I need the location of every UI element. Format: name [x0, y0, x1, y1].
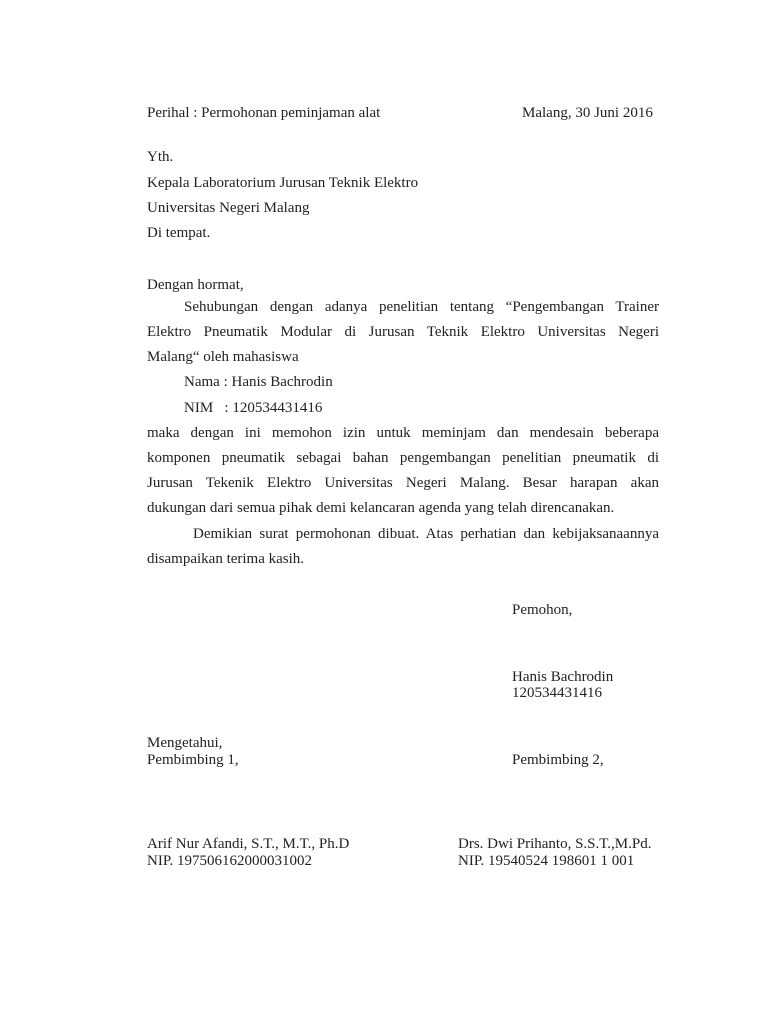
recipient-line: Yth.	[147, 149, 174, 165]
applicant-label: Pemohon,	[512, 602, 573, 618]
closing-line: Demikian surat permohonan dibuat. Atas perhatian dan kebijaksanaannya	[193, 526, 659, 542]
advisor1-label: Pembimbing 1,	[147, 752, 239, 768]
recipient-line: Kepala Laboratorium Jurusan Teknik Elektro	[147, 175, 419, 191]
acknowledged-label: Mengetahui,	[147, 735, 223, 751]
applicant-nim: 120534431416	[512, 685, 602, 701]
paragraph-line: Jurusan Tekenik Elektro Universitas Negeri Malang. Besar harapan akan	[147, 475, 659, 491]
advisor1-nip: NIP. 197506162000031002	[147, 853, 313, 869]
letter-date: Malang, 30 Juni 2016	[522, 105, 653, 121]
paragraph-line: maka dengan ini memohon izin untuk meminjam dan mendesain beberapa	[147, 425, 659, 441]
student-name: Nama : Hanis Bachrodin	[184, 374, 333, 390]
paragraph-line: Malang“ oleh mahasiswa	[147, 349, 299, 365]
closing-line: disampaikan terima kasih.	[147, 551, 305, 567]
advisor2-label: Pembimbing 2,	[512, 752, 604, 768]
subject-line: Perihal : Permohonan peminjaman alat	[147, 105, 381, 121]
greeting: Dengan hormat,	[147, 277, 244, 293]
student-nim: NIM : 120534431416	[184, 400, 323, 416]
recipient-line: Di tempat.	[147, 225, 211, 241]
paragraph-line: komponen pneumatik sebagai bahan pengembangan penelitian pneumatik di	[147, 450, 659, 466]
advisor2-name: Drs. Dwi Prihanto, S.S.T.,M.Pd.	[458, 836, 652, 852]
advisor1-name: Arif Nur Afandi, S.T., M.T., Ph.D	[147, 836, 350, 852]
advisor2-nip: NIP. 19540524 198601 1 001	[458, 853, 635, 869]
paragraph-line: dukungan dari semua pihak demi kelancaran agenda yang telah direncanakan.	[147, 500, 615, 516]
paragraph-line: Elektro Pneumatik Modular di Jurusan Teknik Elektro Universitas Negeri	[147, 324, 659, 340]
paragraph-line: Sehubungan dengan adanya penelitian tentang “Pengembangan Trainer	[184, 299, 659, 315]
recipient-line: Universitas Negeri Malang	[147, 200, 310, 216]
applicant-name: Hanis Bachrodin	[512, 669, 614, 685]
